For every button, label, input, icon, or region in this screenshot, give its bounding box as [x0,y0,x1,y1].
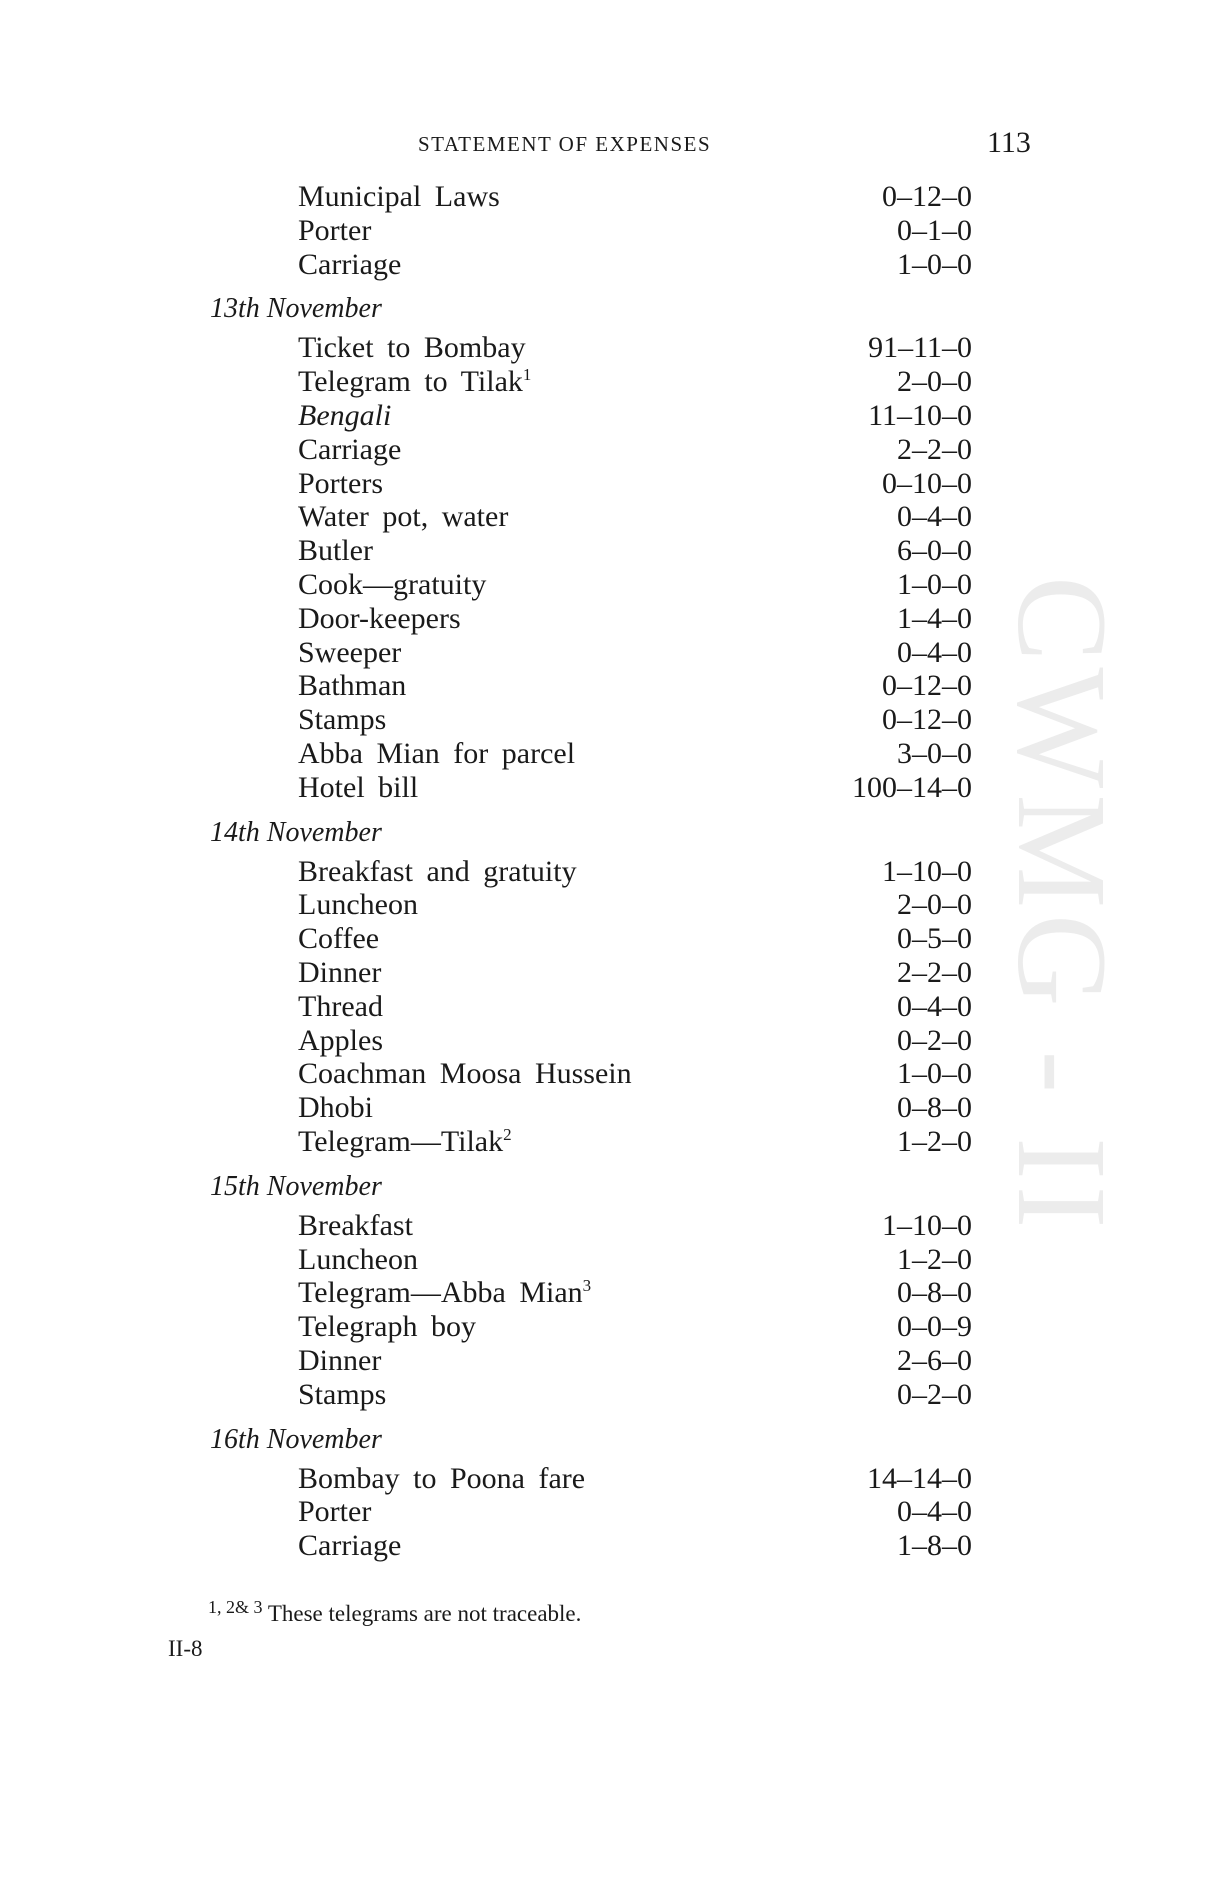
expense-row [0,1378,1229,1412]
expense-row [0,990,1229,1024]
expense-row [0,1495,1229,1529]
expense-label [298,1024,383,1058]
expense-label [298,669,406,703]
expense-label-text: Breakfast [298,1208,413,1242]
expense-row [0,1125,1229,1159]
expense-amount: 0–5–0 [897,922,972,956]
expense-label [298,1209,413,1243]
expense-label [298,214,371,248]
expense-label-text: Telegram—Abba Mian [298,1276,583,1310]
expense-label-text: Dhobi [298,1091,373,1125]
expense-label [298,399,391,433]
watermark: CWMG - II [991,576,1133,1235]
expense-row [0,1462,1229,1496]
expense-amount: 2–2–0 [897,955,972,989]
expense-amount: 1–2–0 [897,1124,972,1158]
footnote-reference: 1 [522,365,532,385]
expense-row [0,1209,1229,1243]
expense-amount: 0–1–0 [897,213,972,247]
expense-amount: 0–4–0 [897,1495,972,1529]
expense-label [298,1310,476,1344]
expense-amount: 3–0–0 [897,736,972,770]
expense-amount: 1–10–0 [882,1208,972,1242]
date-heading [0,289,1229,329]
expense-amount: 100–14–0 [852,770,972,804]
expense-label-text: Thread [298,989,383,1023]
expense-label [298,1057,632,1091]
expense-amount: 1–0–0 [897,567,972,601]
expense-label-text: Stamps [298,703,387,737]
expense-amount: 2–2–0 [897,432,972,466]
expense-label-text: Dinner [298,1343,382,1377]
expense-row [0,248,1229,282]
expense-amount: 0–8–0 [897,1276,972,1310]
expense-label [298,500,508,534]
footnote [208,1597,581,1627]
expense-label [298,855,577,889]
expense-label-text: Telegram to Tilak [298,365,523,399]
expense-amount: 1–4–0 [897,601,972,635]
expense-label-text: Cook—gratuity [298,567,487,601]
expense-amount: 1–0–0 [897,247,972,281]
expense-label [298,922,379,956]
expense-label [298,737,575,771]
footnote-reference: 3 [582,1276,592,1296]
expense-label [298,1462,585,1496]
expense-row [0,214,1229,248]
expense-label-text: Porter [298,213,372,247]
expense-label [298,365,531,399]
expense-label [298,636,401,670]
expense-amount: 0–12–0 [882,180,972,213]
expense-label [298,534,373,568]
expense-amount: 1–2–0 [897,1242,972,1276]
expense-amount: 0–4–0 [897,635,972,669]
expense-label-text: Apples [298,1023,383,1057]
expense-row [0,922,1229,956]
page-number: 113 [987,126,1031,159]
expense-row [0,737,1229,771]
expense-label-text: Dinner [298,955,382,989]
expense-label [298,602,461,636]
expense-amount: 6–0–0 [897,534,972,568]
expense-label [298,248,401,282]
expense-row [0,180,1229,214]
expense-row [0,433,1229,467]
expense-label [298,703,386,737]
expense-row [0,1243,1229,1277]
date-heading [0,1167,1229,1207]
expense-label-text: Door-keepers [298,601,461,635]
date-label: 15th November [210,1170,382,1202]
expense-row [0,534,1229,568]
expense-label-text: Telegram—Tilak [298,1124,504,1158]
expense-row [0,1310,1229,1344]
expense-row [0,855,1229,889]
date-heading [0,813,1229,853]
expense-amount: 2–6–0 [897,1343,972,1377]
date-label: 13th November [210,293,382,325]
expense-label-text: Bombay to Poona fare [298,1461,586,1495]
expense-row [0,1024,1229,1058]
expense-row [0,888,1229,922]
expense-amount: 1–10–0 [882,854,972,888]
expense-label [298,1344,381,1378]
expense-label-text: Hotel bill [298,770,419,804]
date-label: 16th November [210,1423,382,1455]
footnote-marks: 1, 2& 3 [208,1597,263,1617]
expense-label [298,1091,373,1125]
expense-amount: 2–0–0 [897,365,972,399]
expense-row [0,1276,1229,1310]
date-heading [0,1420,1229,1460]
expense-label [298,771,418,805]
expense-row [0,568,1229,602]
expense-label [298,1276,591,1310]
expense-row [0,771,1229,805]
expense-label-text: Porter [298,1495,372,1529]
expense-row [0,1057,1229,1091]
expense-amount: 14–14–0 [867,1461,972,1495]
expense-row [0,636,1229,670]
expense-row [0,365,1229,399]
expense-label-text: Breakfast and gratuity [298,854,577,888]
expense-row [0,956,1229,990]
expense-amount: 1–8–0 [897,1529,972,1563]
expense-row [0,331,1229,365]
expense-label [298,1529,401,1563]
expense-label [298,1243,418,1277]
expense-row [0,1091,1229,1125]
expense-label-text: Carriage [298,247,402,281]
expense-amount: 2–0–0 [897,888,972,922]
expense-row [0,500,1229,534]
expense-label [298,433,401,467]
expense-label-text: Butler [298,534,373,568]
expense-label-text: Telegraph boy [298,1310,477,1344]
expense-row [0,1529,1229,1563]
expense-amount: 0–2–0 [897,1377,972,1411]
expense-label [298,1495,371,1529]
expense-row [0,602,1229,636]
expense-amount: 1–0–0 [897,1057,972,1091]
expense-label-text: Water pot, water [298,500,509,534]
expense-label-text: Municipal Laws [298,180,500,213]
expense-ledger [0,180,1229,1563]
expense-row [0,669,1229,703]
expense-amount: 0–8–0 [897,1091,972,1125]
expense-label [298,331,526,365]
expense-label [298,956,381,990]
expense-amount: 0–0–9 [897,1310,972,1344]
expense-label-text: Bengali [298,398,392,432]
expense-label-text: Coachman Moosa Hussein [298,1057,632,1091]
expense-amount: 11–10–0 [868,398,972,432]
expense-label [298,467,383,501]
expense-label [298,990,383,1024]
expense-label-text: Luncheon [298,1242,418,1276]
expense-label [298,1378,386,1412]
expense-label [298,180,500,214]
expense-label-text: Carriage [298,1529,402,1563]
expense-amount: 0–4–0 [897,989,972,1023]
date-label: 14th November [210,816,382,848]
expense-amount: 0–12–0 [882,669,972,703]
footnote-text: These telegrams are not traceable. [262,1601,582,1626]
expense-label-text: Carriage [298,432,402,466]
expense-amount: 0–10–0 [882,466,972,500]
running-head: STATEMENT OF EXPENSES [418,132,712,156]
expense-label [298,888,418,922]
expense-label-text: Bathman [298,669,407,703]
expense-row [0,399,1229,433]
footnote-reference: 2 [503,1124,512,1144]
expense-label-text: Porters [298,466,383,500]
expense-label-text: Ticket to Bombay [298,331,526,365]
expense-amount: 0–12–0 [882,703,972,737]
signature-mark: II-8 [168,1636,203,1661]
expense-row [0,703,1229,737]
expense-amount: 91–11–0 [868,331,972,365]
expense-label-text: Abba Mian for parcel [298,736,576,770]
expense-label [298,1125,512,1159]
expense-row [0,467,1229,501]
expense-amount: 0–4–0 [897,500,972,534]
expense-label-text: Coffee [298,922,380,956]
expense-label [298,568,486,602]
expense-amount: 0–2–0 [897,1023,972,1057]
expense-label-text: Luncheon [298,888,418,922]
expense-row [0,1344,1229,1378]
expense-label-text: Sweeper [298,635,402,669]
expense-label-text: Stamps [298,1377,387,1411]
